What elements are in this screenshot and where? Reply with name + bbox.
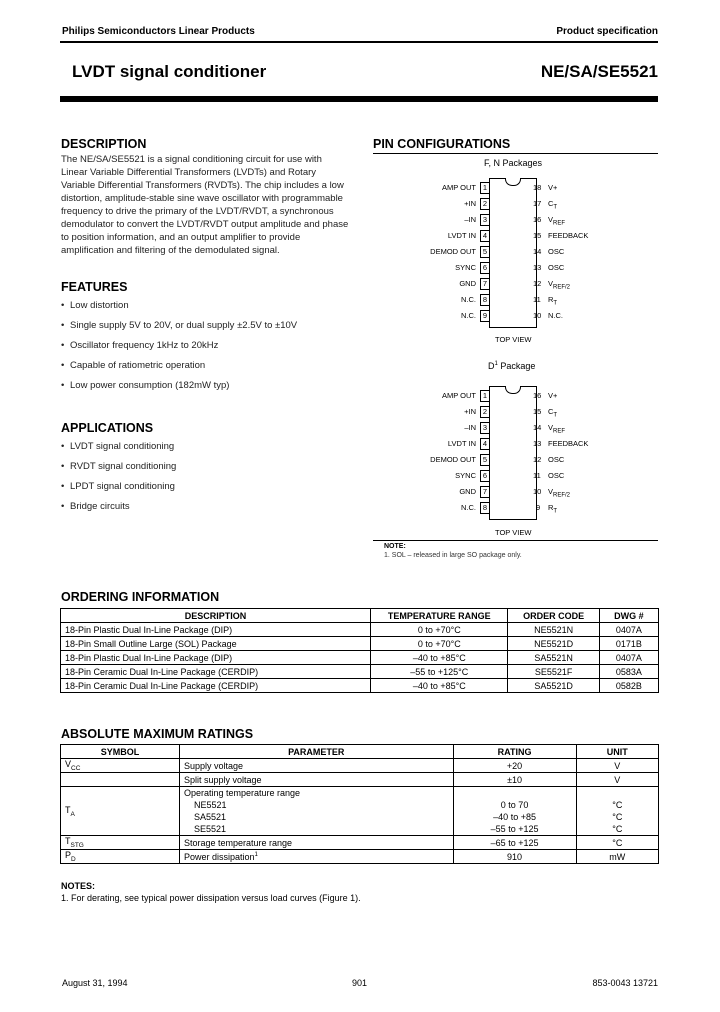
pin-label-left: SYNC	[455, 263, 476, 272]
pkg2-top-view: TOP VIEW	[495, 528, 532, 537]
pin-label-left: –IN	[464, 215, 476, 224]
pin-label-left: N.C.	[461, 295, 476, 304]
pin-config-rule	[373, 153, 658, 154]
rating-symbol: $P_D$	[61, 850, 180, 864]
ratings-note: 1. For derating, see typical power dissipation versus load curves (Figure 1).	[61, 893, 361, 903]
rating-parameter: Power dissipation$^1$	[179, 850, 453, 864]
pin-number: 10	[533, 487, 542, 496]
ta-rating: –55 to +125	[490, 824, 539, 834]
description-line: demodulator to convert the LVDT/RVDT output amplitude and phase	[61, 219, 349, 230]
col-temp-range: TEMPERATURE RANGE	[371, 609, 508, 623]
footer-date: August 31, 1994	[62, 978, 128, 988]
ordering-description: 18-Pin Plastic Dual In-Line Package (DIP)	[61, 651, 371, 665]
rating-unit: mW	[576, 850, 658, 864]
ta-device: NE5521	[193, 800, 227, 810]
feature-item: • Single supply 5V to 20V, or dual supply ±2.5V to ±10V	[70, 320, 297, 331]
pin-number: 14	[533, 247, 542, 256]
pin-label-right: $C_T$	[548, 407, 558, 419]
pin-number: 3	[480, 214, 490, 226]
pin-label-left: GND	[459, 279, 476, 288]
ordering-dwg: 0583A	[599, 665, 658, 679]
pin-number: 7	[480, 486, 490, 498]
pin-number: 12	[533, 455, 542, 464]
col-unit: UNIT	[576, 745, 658, 759]
pin-number: 1	[480, 390, 490, 402]
pin-label-right: $R_T$	[548, 295, 558, 307]
pin-label-left: AMP OUT	[441, 391, 476, 400]
pin-label-right: $V_{REF/2}$	[548, 279, 571, 291]
ordering-dwg: 0407A	[599, 651, 658, 665]
pin-number: 18	[533, 183, 542, 192]
ta-device: SE5521	[193, 824, 227, 834]
header-left: Philips Semiconductors Linear Products	[62, 26, 255, 37]
ordering-temp: –55 to +125°C	[371, 665, 508, 679]
pin-label-left: DEMOD OUT	[430, 455, 476, 464]
ta-unit: °C	[612, 812, 623, 822]
pin-number: 5	[480, 246, 490, 258]
application-item: • RVDT signal conditioning	[70, 461, 176, 472]
application-item: • Bridge circuits	[70, 501, 130, 512]
col-parameter: PARAMETER	[179, 745, 453, 759]
description-line: frequency to drive the primary of the LVDT/RVDT, a synchronous	[61, 206, 334, 217]
pin-number: 16	[533, 215, 542, 224]
application-item: • LVDT signal conditioning	[70, 441, 174, 452]
ordering-temp: 0 to +70°C	[371, 637, 508, 651]
pin-number: 9	[480, 310, 490, 322]
pin-label-right: OSC	[548, 455, 565, 464]
pin-number: 16	[533, 391, 542, 400]
rating-row	[61, 759, 659, 773]
pin-label-right: OSC	[548, 263, 565, 272]
pin-number: 3	[480, 422, 490, 434]
pin-number: 4	[480, 438, 490, 450]
pin-number: 9	[536, 503, 541, 512]
feature-item: • Low power consumption (182mW typ)	[70, 380, 229, 391]
ta-parameter-title: Operating temperature range	[183, 788, 301, 798]
ordering-table	[60, 608, 659, 693]
title-rule	[60, 96, 658, 102]
part-number: NE/SA/SE5521	[540, 62, 658, 81]
pkg2-title: $D^1$ Package	[488, 361, 536, 371]
pin-number: 13	[533, 439, 542, 448]
pin-label-left: LVDT IN	[447, 231, 476, 240]
features-heading: FEATURES	[61, 280, 128, 294]
pin-label-right: $C_T$	[548, 199, 558, 211]
pin-label-left: N.C.	[461, 503, 476, 512]
footer-code: 853-0043 13721	[592, 978, 658, 988]
ordering-row	[61, 679, 659, 693]
ratings-heading: ABSOLUTE MAXIMUM RATINGS	[61, 727, 254, 741]
pin-number: 11	[533, 295, 541, 304]
pin-number: 5	[480, 454, 490, 466]
rating-parameter	[179, 787, 453, 836]
feature-item: • Low distortion	[70, 300, 129, 311]
pin-config-heading: PIN CONFIGURATIONS	[373, 137, 511, 151]
ordering-row	[61, 623, 659, 637]
ordering-code: SE5521F	[508, 665, 599, 679]
footer-page: 901	[352, 978, 368, 988]
applications-heading: APPLICATIONS	[61, 421, 154, 435]
rating-parameter: Storage temperature range	[179, 836, 453, 850]
description-line: to position information, and an output amplifier to provide	[61, 232, 301, 243]
pin-label-left: +IN	[464, 199, 476, 208]
ta-unit: °C	[612, 824, 623, 834]
rating-row	[61, 836, 659, 850]
rating-unit	[576, 787, 658, 836]
ordering-temp: 0 to +70°C	[371, 623, 508, 637]
rating-row	[61, 850, 659, 864]
pin-label-right: $V_{REF/2}$	[548, 487, 571, 499]
ordering-code: NE5521N	[508, 623, 599, 637]
pin-number: 17	[533, 199, 542, 208]
pin-number: 1	[480, 182, 490, 194]
ratings-notes-heading: NOTES:	[61, 881, 96, 891]
rating-value: 910	[453, 850, 576, 864]
pin-number: 2	[480, 406, 490, 418]
col-dwg: DWG #	[599, 609, 658, 623]
pin-note-rule	[373, 540, 658, 541]
pin-number: 4	[480, 230, 490, 242]
ordering-description: 18-Pin Small Outline Large (SOL) Package	[61, 637, 371, 651]
description-line: amplification and filtering of the demodulated signal.	[61, 245, 280, 256]
pin-label-right: FEEDBACK	[548, 439, 589, 448]
pin-number: 6	[480, 262, 490, 274]
feature-item: • Capable of ratiometric operation	[70, 360, 205, 371]
header-right: Product specification	[556, 26, 658, 37]
description-line: Variable Differential Transformers (RVDTs). The chip includes a low	[61, 180, 344, 191]
rating-value: –65 to +125	[453, 836, 576, 850]
ordering-description: 18-Pin Ceramic Dual In-Line Package (CERDIP)	[61, 665, 371, 679]
ordering-row	[61, 651, 659, 665]
pin-number: 6	[480, 470, 490, 482]
pin-note-heading: NOTE:	[384, 543, 406, 550]
pin-number: 12	[533, 279, 542, 288]
ordering-description: 18-Pin Ceramic Dual In-Line Package (CERDIP)	[61, 679, 371, 693]
description-line: The NE/SA/SE5521 is a signal conditioning circuit for use with	[61, 154, 322, 165]
pkg1-top-view: TOP VIEW	[495, 335, 532, 344]
pin-number: 8	[480, 502, 490, 514]
pin-number: 2	[480, 198, 490, 210]
ta-rating: –40 to +85	[493, 812, 536, 822]
pin-number: 15	[533, 231, 542, 240]
pin-label-right: V+	[548, 391, 558, 400]
pin-label-left: –IN	[464, 423, 476, 432]
rating-unit: V	[576, 759, 658, 773]
pkg1-body	[489, 178, 537, 328]
rating-value	[453, 787, 576, 836]
description-text	[61, 153, 361, 257]
pin-label-right: $V_{REF}$	[548, 423, 566, 435]
col-symbol: SYMBOL	[61, 745, 180, 759]
pin-label-left: SYNC	[455, 471, 476, 480]
rating-unit: V	[576, 773, 658, 787]
rating-symbol: $T_{STG}$	[61, 836, 180, 850]
rating-row-ta	[61, 787, 659, 836]
pkg1-title: F, N Packages	[484, 158, 543, 168]
application-item: • LPDT signal conditioning	[70, 481, 175, 492]
ordering-heading: ORDERING INFORMATION	[61, 590, 220, 604]
description-line: Linear Variable Differential Transformers (LVDTs) and Rotary	[61, 167, 317, 178]
feature-item: • Oscillator frequency 1kHz to 20kHz	[70, 340, 218, 351]
pin-number: 7	[480, 278, 490, 290]
pin-number: 10	[533, 311, 542, 320]
ta-device: SA5521	[193, 812, 227, 822]
pin-label-left: +IN	[464, 407, 476, 416]
pin-label-left: GND	[459, 487, 476, 496]
col-order-code: ORDER CODE	[508, 609, 599, 623]
rating-symbol: $T_A$	[61, 787, 180, 836]
page-title: LVDT signal conditioner	[72, 62, 267, 81]
ordering-row	[61, 637, 659, 651]
rating-symbol	[61, 773, 180, 787]
pin-label-right: V+	[548, 183, 558, 192]
pin-label-right: $R_T$	[548, 503, 558, 515]
pin-number: 11	[533, 471, 541, 480]
ordering-code: NE5521D	[508, 637, 599, 651]
pin-label-left: DEMOD OUT	[430, 247, 476, 256]
ta-spacer	[458, 787, 572, 799]
description-line: distortion, amplitude-stable sine wave oscillator with programmable	[61, 193, 343, 204]
ordering-dwg: 0582B	[599, 679, 658, 693]
rating-value: +20	[453, 759, 576, 773]
pin-label-right: FEEDBACK	[548, 231, 589, 240]
pin-number: 13	[533, 263, 542, 272]
ta-rating: 0 to 70	[500, 800, 529, 810]
pin-label-right: N.C.	[548, 311, 563, 320]
pkg2-body	[489, 386, 537, 520]
pin-label-right: OSC	[548, 471, 565, 480]
pin-note: 1. SOL – released in large SO package only.	[384, 552, 522, 559]
header-rule	[60, 41, 658, 43]
pin-label-right: $V_{REF}$	[548, 215, 566, 227]
ordering-description: 18-Pin Plastic Dual In-Line Package (DIP)	[61, 623, 371, 637]
ratings-table	[60, 744, 659, 864]
ordering-dwg: 0171B	[599, 637, 658, 651]
col-rating: RATING	[453, 745, 576, 759]
rating-parameter: Split supply voltage	[179, 773, 453, 787]
ordering-temp: –40 to +85°C	[371, 651, 508, 665]
ordering-header-row	[61, 609, 659, 623]
pin-number: 14	[533, 423, 542, 432]
ratings-header-row	[61, 745, 659, 759]
rating-symbol: $V_{CC}$	[61, 759, 180, 773]
pin-label-left: LVDT IN	[447, 439, 476, 448]
col-description: DESCRIPTION	[61, 609, 371, 623]
ordering-temp: –40 to +85°C	[371, 679, 508, 693]
ordering-row	[61, 665, 659, 679]
ordering-code: SA5521N	[508, 651, 599, 665]
pin-label-left: N.C.	[461, 311, 476, 320]
pin-number: 15	[533, 407, 542, 416]
ta-unit: °C	[612, 800, 623, 810]
pin-label-right: OSC	[548, 247, 565, 256]
rating-row	[61, 773, 659, 787]
rating-value: ±10	[453, 773, 576, 787]
pin-number: 8	[480, 294, 490, 306]
rating-parameter: Supply voltage	[179, 759, 453, 773]
ta-spacer	[581, 787, 654, 799]
pin-label-left: AMP OUT	[441, 183, 476, 192]
description-heading: DESCRIPTION	[61, 137, 147, 151]
rating-unit: °C	[576, 836, 658, 850]
ordering-code: SA5521D	[508, 679, 599, 693]
ordering-dwg: 0407A	[599, 623, 658, 637]
